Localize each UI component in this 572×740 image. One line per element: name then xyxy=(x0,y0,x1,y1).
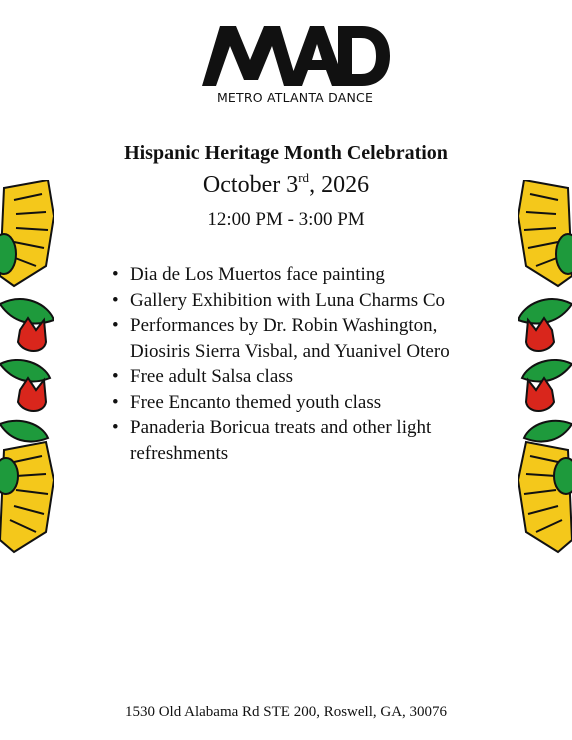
yellow-flower-icon xyxy=(0,442,54,552)
logo-subtitle: METRO ATLANTA DANCE xyxy=(216,90,374,105)
activity-item: • Free Encanto themed youth class xyxy=(108,390,498,416)
mad-logo-mark xyxy=(198,22,392,88)
activity-item: • Gallery Exhibition with Luna Charms Co xyxy=(108,288,498,314)
activity-item: • Free adult Salsa class xyxy=(108,364,498,390)
yellow-flower-icon xyxy=(518,442,572,552)
left-floral-border xyxy=(0,180,54,560)
venue-address: 1530 Old Alabama Rd STE 200, Roswell, GA, 30076 xyxy=(124,704,448,720)
mad-logo xyxy=(198,22,392,106)
event-date-main: October 3 xyxy=(202,172,299,198)
event-date xyxy=(0,172,572,199)
yellow-flower-icon xyxy=(0,180,54,286)
event-time: 12:00 PM - 3:00 PM xyxy=(207,209,365,230)
event-title: Hispanic Heritage Month Celebration xyxy=(124,142,448,164)
activity-item: • Performances by Dr. Robin Washington, Diosiris Sierra Visbal, and Yuanivel Otero xyxy=(108,313,498,364)
yellow-flower-icon xyxy=(518,180,572,286)
right-floral-border xyxy=(518,180,572,560)
event-date-ordinal: rd xyxy=(298,170,310,185)
event-date-year: , 2026 xyxy=(309,172,370,198)
activity-item: • Dia de Los Muertos face painting xyxy=(108,262,498,288)
activities-list xyxy=(108,262,498,466)
activity-item: • Panaderia Boricua treats and other light refreshments xyxy=(108,415,498,466)
